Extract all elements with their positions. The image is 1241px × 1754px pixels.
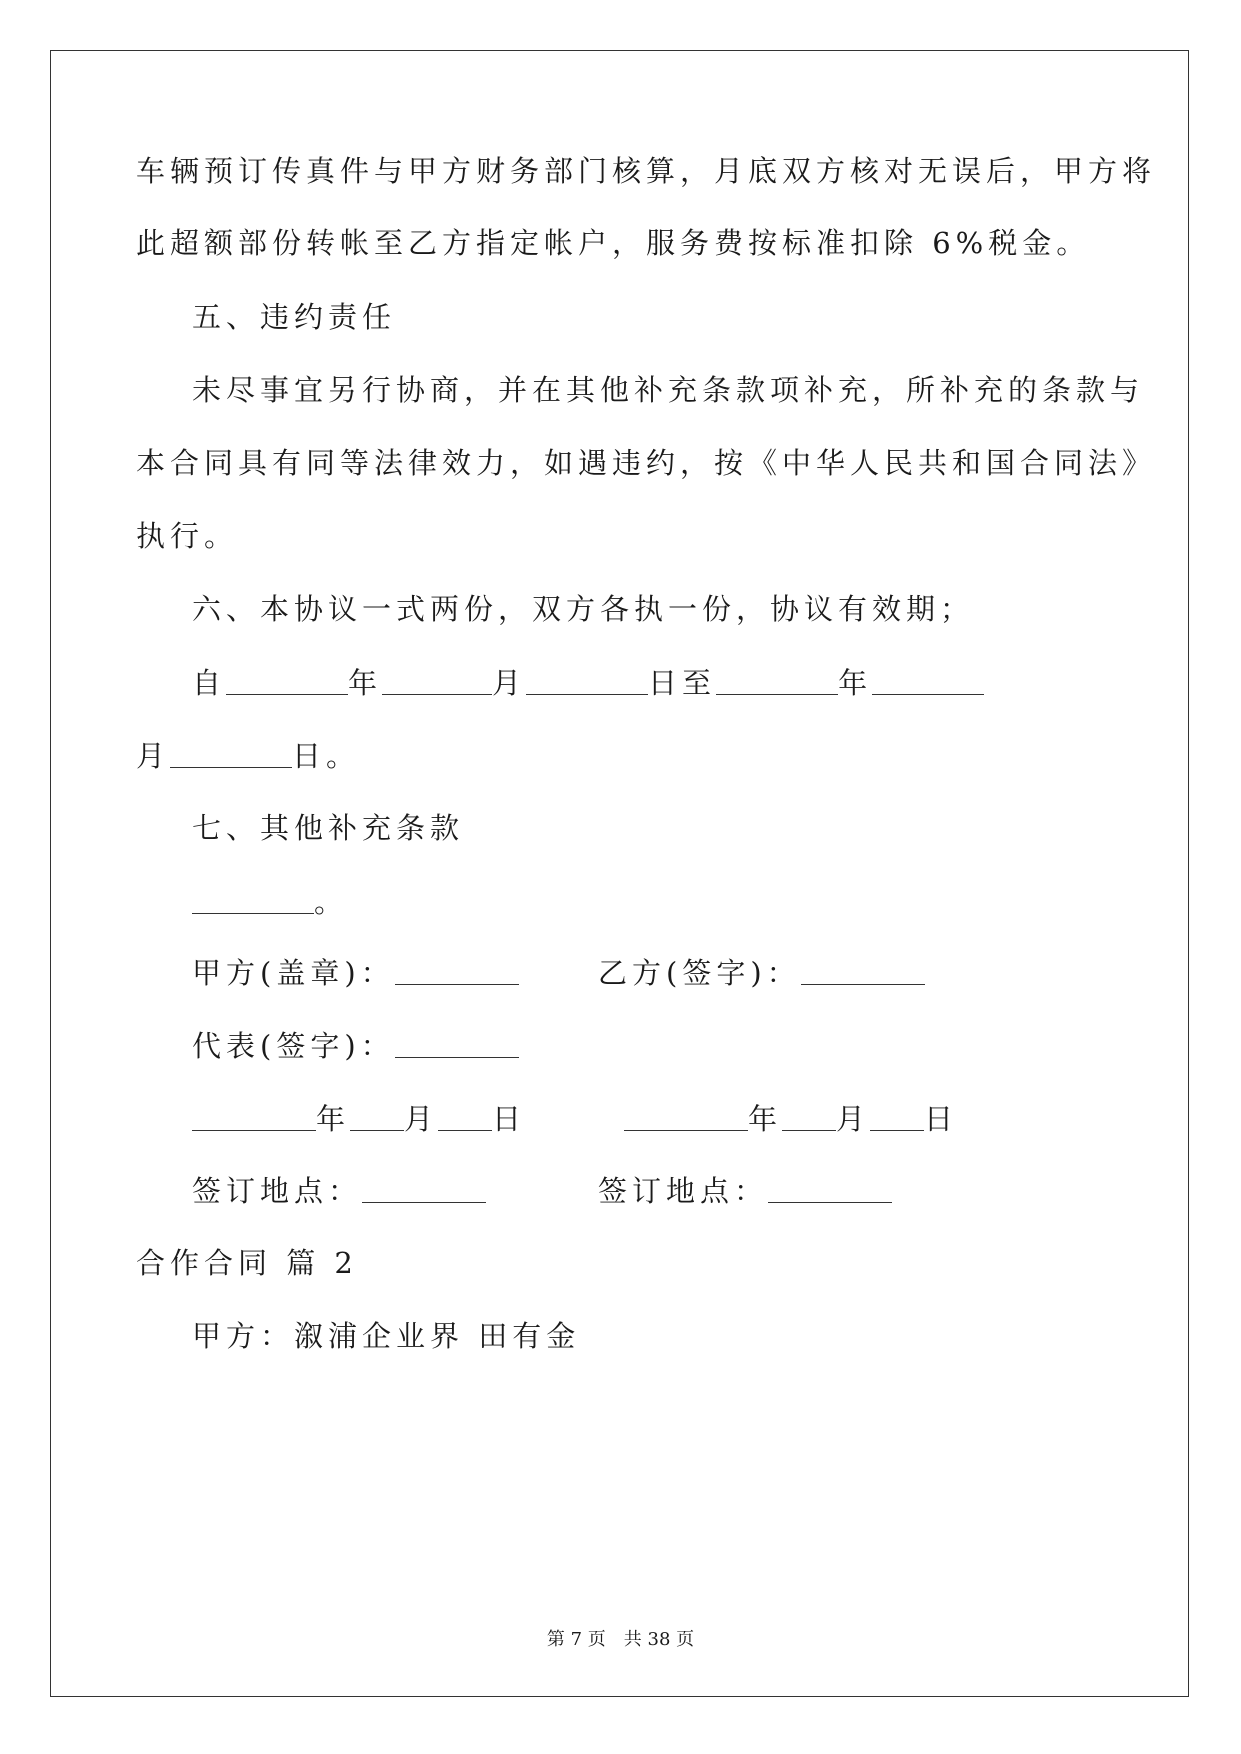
blank-field bbox=[226, 668, 348, 695]
day-label: 日 bbox=[492, 1102, 527, 1136]
party-a-label: 甲方(盖章)： bbox=[192, 956, 395, 990]
party-a-date-line bbox=[192, 1104, 526, 1134]
party-a-name: 甲方：溆浦企业界 田有金 bbox=[192, 1319, 581, 1353]
blank-field bbox=[526, 668, 648, 695]
party-b-date-line bbox=[624, 1104, 958, 1134]
blank-field bbox=[438, 1104, 492, 1131]
blank-field bbox=[782, 1104, 836, 1131]
blank-field bbox=[768, 1176, 892, 1203]
date-from-label: 自 bbox=[192, 666, 227, 700]
place-label: 签订地点： bbox=[598, 1174, 769, 1208]
day-to-label: 日至 bbox=[648, 666, 717, 700]
blank-field bbox=[716, 668, 838, 695]
blank-field bbox=[872, 668, 984, 695]
month-label: 月 bbox=[404, 1102, 439, 1136]
para-line: 本合同具有同等法律效力，如遇违约，按《中华人民共和国合同法》 bbox=[136, 446, 1157, 480]
section-heading: 五、违约责任 bbox=[192, 300, 397, 334]
blank-field bbox=[624, 1104, 748, 1131]
party-b-label: 乙方(签字)： bbox=[598, 956, 801, 990]
party-a-seal-line bbox=[192, 958, 519, 988]
party-b-place-line bbox=[598, 1176, 892, 1206]
month-label: 月 bbox=[836, 1102, 871, 1136]
representative-line bbox=[192, 1031, 519, 1061]
blank-field bbox=[350, 1104, 404, 1131]
blank-field bbox=[192, 1104, 316, 1131]
rep-label: 代表(签字)： bbox=[192, 1029, 395, 1063]
blank-end: 。 bbox=[314, 885, 349, 919]
party-b-sign-line bbox=[598, 958, 925, 988]
supplement-blank-line bbox=[192, 887, 348, 917]
blank-field bbox=[395, 1031, 519, 1058]
para-line: 车辆预订传真件与甲方财务部门核算，月底双方核对无误后，甲方将 bbox=[136, 154, 1157, 188]
place-label: 签订地点： bbox=[192, 1174, 363, 1208]
year-label: 年 bbox=[748, 1102, 783, 1136]
year-label: 年 bbox=[316, 1102, 351, 1136]
day-end-label: 日。 bbox=[292, 739, 361, 773]
blank-field bbox=[801, 958, 925, 985]
blank-field bbox=[382, 668, 492, 695]
article-title: 合作合同 篇 2 bbox=[136, 1246, 358, 1280]
validity-period-line bbox=[192, 668, 984, 698]
blank-field bbox=[395, 958, 519, 985]
party-a-place-line bbox=[192, 1176, 486, 1206]
month-label: 月 bbox=[136, 739, 171, 773]
validity-period-line-end bbox=[136, 741, 360, 771]
para-line: 此超额部份转帐至乙方指定帐户，服务费按标准扣除 6%税金。 bbox=[136, 226, 1091, 260]
blank-field bbox=[192, 887, 314, 914]
section-heading: 六、本协议一式两份，双方各执一份，协议有效期； bbox=[192, 592, 975, 626]
blank-field bbox=[170, 741, 292, 768]
blank-field bbox=[362, 1176, 486, 1203]
page-number: 第 7 页 共 38 页 bbox=[546, 1629, 695, 1650]
day-label: 日 bbox=[924, 1102, 959, 1136]
para-line: 未尽事宜另行协商，并在其他补充条款项补充，所补充的条款与 bbox=[192, 373, 1145, 407]
blank-field bbox=[870, 1104, 924, 1131]
section-heading: 七、其他补充条款 bbox=[192, 811, 465, 845]
page-border bbox=[50, 50, 1189, 1697]
year-label: 年 bbox=[348, 666, 383, 700]
month-label: 月 bbox=[492, 666, 527, 700]
para-line: 执行。 bbox=[136, 519, 239, 553]
year-label: 年 bbox=[838, 666, 873, 700]
